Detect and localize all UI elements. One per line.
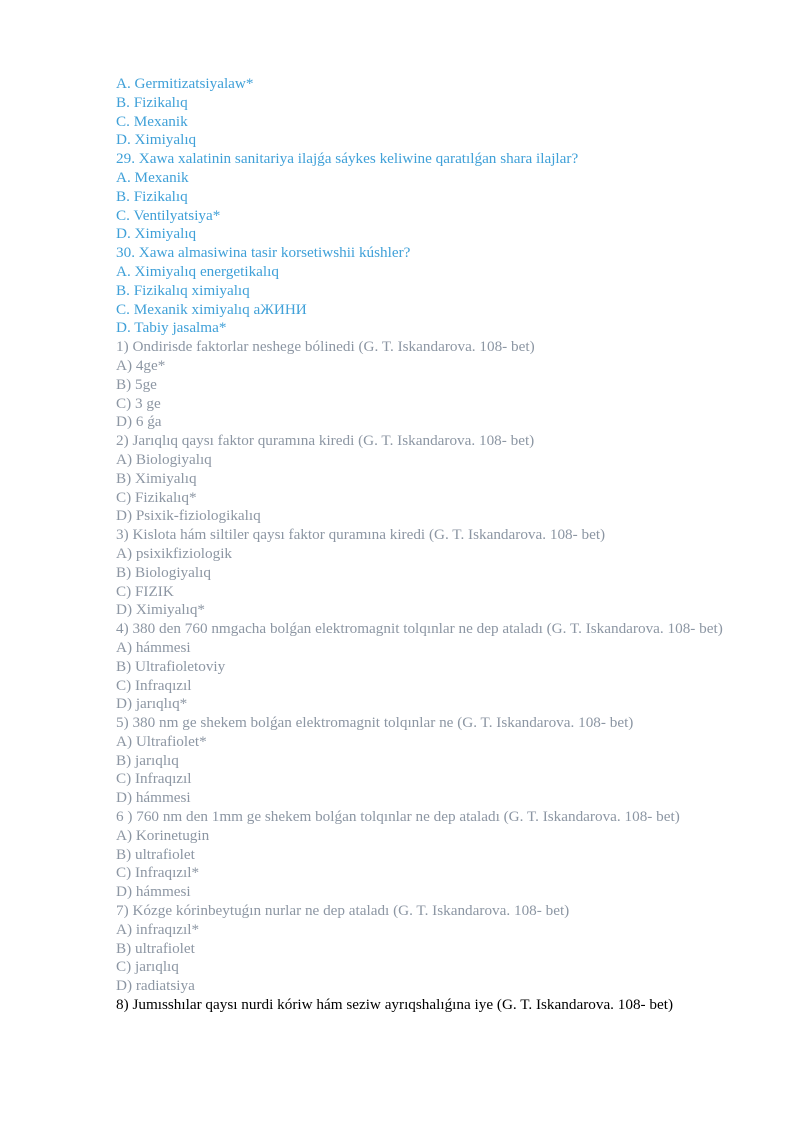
answer-option: A) 4ge*: [116, 356, 166, 374]
answer-option: B) 5ge: [116, 375, 157, 393]
question-text: 4) 380 den 760 nmgacha bolǵan elektromagnit tolqınlar ne dep ataladı (G. T. Iskandarova. 108- bet): [116, 620, 723, 638]
document-body: [116, 75, 736, 1015]
answer-option: C) Infraqızıl*: [116, 864, 200, 882]
answer-option: C) FIZIK: [116, 582, 174, 600]
question-text: 8) Jumısshılar qaysı nurdi kóriw hám seziw ayrıqshalıǵına iye (G. T. Iskandarova. 108- bet): [116, 996, 674, 1014]
question-text: 29. Xawa xalatinin sanitariya ilajǵa sáykes keliwine qaratılǵan shara ilajlar?: [116, 150, 579, 168]
answer-option: D) Psixik-fiziologikalıq: [116, 507, 261, 525]
answer-option: A) Ultrafiolet*: [116, 732, 207, 750]
question-text: 5) 380 nm ge shekem bolǵan elektromagnit tolqınlar ne (G. T. Iskandarova. 108- bet): [116, 714, 634, 732]
answer-option: C) Infraqızıl: [116, 676, 192, 694]
answer-option: B) ultrafiolet: [116, 845, 195, 863]
question-text: 7) Kózge kórinbeytuǵın nurlar ne dep ataladı (G. T. Iskandarova. 108- bet): [116, 902, 570, 920]
question-text: 30. Xawa almasiwina tasir korsetiwshii kúshler?: [116, 244, 411, 262]
answer-option: B. Fizikalıq ximiyalıq: [116, 281, 250, 299]
answer-option: D) Ximiyalıq*: [116, 601, 206, 619]
answer-option: D) 6 ǵa: [116, 413, 162, 431]
answer-option: B) ultrafiolet: [116, 939, 195, 957]
answer-option: D) jarıqlıq*: [116, 695, 188, 713]
answer-option: A. Mexanik: [116, 168, 189, 186]
answer-option: D) radiatsiya: [116, 977, 195, 995]
question-text: 2) Jarıqlıq qaysı faktor quramına kiredi (G. T. Iskandarova. 108- bet): [116, 432, 535, 450]
answer-option: C) 3 ge: [116, 394, 161, 412]
answer-option: A) infraqızıl*: [116, 920, 200, 938]
answer-option: C. Mexanik: [116, 112, 188, 130]
answer-option: B) Biologiyalıq: [116, 563, 211, 581]
answer-option: B) Ximiyalıq: [116, 469, 197, 487]
answer-option: D. Ximiyalıq: [116, 225, 197, 243]
question-text: 6 ) 760 nm den 1mm ge shekem bolǵan tolqınlar ne dep ataladı (G. T. Iskandarova. 108- bet): [116, 808, 680, 826]
answer-option: B) Ultrafioletoviy: [116, 657, 226, 675]
answer-option: A. Germitizatsiyalaw*: [116, 75, 254, 92]
answer-option: D. Tabiy jasalma*: [116, 319, 227, 337]
answer-option: B. Fizikalıq: [116, 93, 188, 111]
question-text: 3) Kislota hám siltiler qaysı faktor quramına kiredi (G. T. Iskandarova. 108- bet): [116, 526, 606, 544]
answer-option: A) Biologiyalıq: [116, 450, 212, 468]
answer-option: A. Ximiyalıq energetikalıq: [116, 262, 279, 280]
answer-option: B) jarıqlıq: [116, 751, 179, 769]
answer-option: D) hámmesi: [116, 883, 191, 901]
answer-option: C) Fizikalıq*: [116, 488, 197, 506]
answer-option: A) Korinetugin: [116, 826, 210, 844]
question-text: 1) Ondirisde faktorlar neshege bólinedi (G. T. Iskandarova. 108- bet): [116, 338, 535, 356]
answer-option: C. Ventilyatsiya*: [116, 206, 221, 224]
answer-option: A) hámmesi: [116, 638, 191, 656]
answer-option: B. Fizikalıq: [116, 187, 188, 205]
answer-option: C) Infraqızıl: [116, 770, 192, 788]
answer-option: D) hámmesi: [116, 789, 191, 807]
answer-option: C) jarıqlıq: [116, 958, 179, 976]
answer-option: C. Mexanik ximiyalıq aЖИНИ: [116, 300, 307, 318]
answer-option: A) psixikfiziologik: [116, 544, 233, 562]
answer-option: D. Ximiyalıq: [116, 131, 197, 149]
